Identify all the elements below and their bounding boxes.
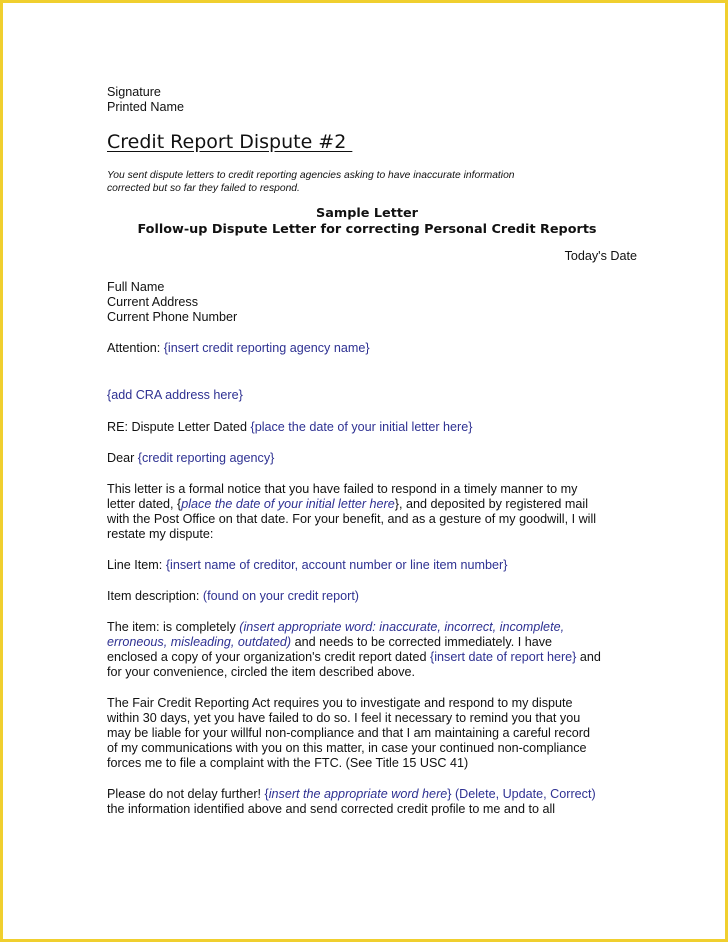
printed-name-label: Printed Name [107, 100, 184, 114]
paragraph-fcra: The Fair Credit Reporting Act requires you to investigate and respond to my dispute within 30 days, yet you have failed to do so. I feel it necessary to remind you that you may be liable for your willful non-compliance and that I am maintaining a careful record of my communications with you on this matter, in case your continued non-compliance forces me to file a complaint with the FTC. (See Title 15 USC 41) [107, 696, 591, 770]
sender-block [107, 280, 627, 325]
cra-address-placeholder: {add CRA address here} [107, 388, 243, 402]
agency-name-placeholder: {insert credit reporting agency name} [163, 341, 370, 355]
paragraph-request: Please do not delay further! {insert the appropriate word here} (Delete, Update, Correct) the information identified above and send corrected credit profile to me and to all [107, 787, 596, 816]
sample-letter-subtitle: Follow-up Dispute Letter for correcting Personal Credit Reports [137, 222, 597, 237]
sample-letter-title: Sample Letter [316, 206, 418, 221]
attention-line: Attention: {insert credit reporting agency name} [107, 341, 370, 355]
item-description-placeholder: (found on your credit report) [202, 589, 360, 603]
intro-text: You sent dispute letters to credit reporting agencies asking to have inaccurate information corrected but so far they failed to respond. [107, 170, 515, 194]
sender-address: Current Address [107, 295, 198, 309]
paragraph-notice: This letter is a formal notice that you have failed to respond in a timely manner to my letter dated, {place the date of your initial letter here}, and deposited by registered mail with the Post Office on that date. For your benefit, and as a gesture of my goodwill, I will restate my dispute: [107, 482, 597, 541]
paragraph-item-status: The item: is completely (insert appropriate word: inaccurate, incorrect, incomplete, erroneous, misleading, outdated) and needs to be corrected immediately. I have enclosed a copy of your organization's credit report dated {insert date of report here} and for your convenience, circled the item described above. [107, 620, 601, 679]
sender-name: Full Name [107, 280, 165, 294]
initial-letter-date-placeholder: {place the date of your initial letter here} [250, 420, 473, 434]
page-title: Credit Report Dispute #2 [107, 131, 353, 153]
sender-phone: Current Phone Number [107, 310, 238, 324]
todays-date: Today's Date [564, 249, 637, 263]
line-item: Line Item: {insert name of creditor, account number or line item number} [107, 558, 508, 572]
sample-heading [107, 206, 627, 238]
agency-placeholder: {credit reporting agency} [137, 451, 275, 465]
signature-label: Signature [107, 85, 161, 99]
line-item-placeholder: {insert name of creditor, account number or line item number} [165, 558, 508, 572]
re-line: RE: Dispute Letter Dated {place the date of your initial letter here} [107, 420, 473, 434]
salutation: Dear {credit reporting agency} [107, 451, 275, 465]
letter-content [107, 85, 637, 817]
item-description: Item description: (found on your credit report) [107, 589, 360, 603]
